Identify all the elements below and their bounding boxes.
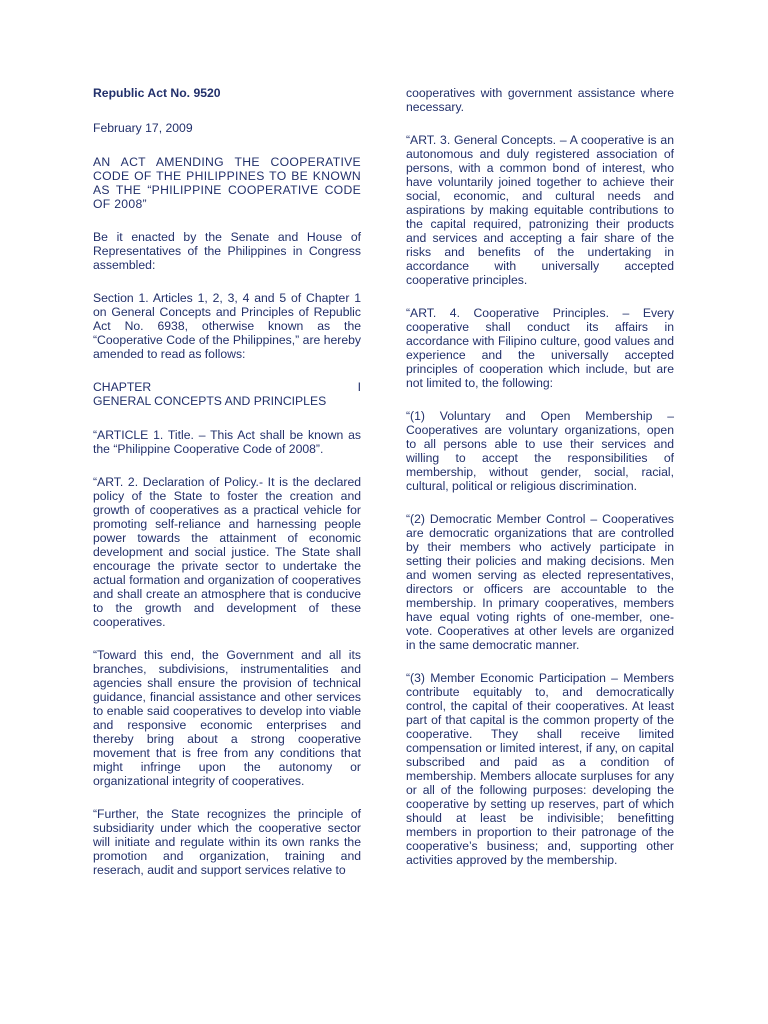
chapter-title: GENERAL CONCEPTS AND PRINCIPLES bbox=[93, 394, 327, 408]
act-title: AN ACT AMENDING THE COOPERATIVE CODE OF THE PHILIPPINES TO BE KNOWN AS THE “PHILIPPINE COOPERATIVE CODE OF 2008” bbox=[93, 155, 361, 211]
continuation-text: cooperatives with government assistance where necessary. bbox=[406, 86, 674, 114]
article-1: “ARTICLE 1. Title. – This Act shall be known as the “Philippine Cooperative Code of 2008”. bbox=[93, 428, 361, 456]
left-column bbox=[93, 86, 361, 896]
section-1: Section 1. Articles 1, 2, 3, 4 and 5 of Chapter 1 on General Concepts and Principles of Republic Act No. 6938, otherwise known as the “Cooperative Code of the Philippines,” are hereby amended to read as follows: bbox=[93, 291, 361, 361]
article-2: “ART. 2. Declaration of Policy.- It is the declared policy of the State to foster the creation and growth of cooperatives as a practical vehicle for promoting self-reliance and harnessing people power towards the attainment of economic development and social justice. The State shall encourage the private sector to undertake the actual formation and organization of cooperatives and shall create an atmosphere that is conducive to the growth and development of these cooperatives. bbox=[93, 475, 361, 629]
principle-1: “(1) Voluntary and Open Membership – Cooperatives are voluntary organizations, open to all persons able to use their services and willing to accept the responsibilities of membership, without gender, social, racial, cultural, political or religious discrimination. bbox=[406, 409, 674, 493]
article-2-paragraph-2: “Toward this end, the Government and all its branches, subdivisions, instrumentalities and agencies shall ensure the provision of technical guidance, financial assistance and other services to enable said cooperatives to develop into viable and responsive economic enterprises and thereby bring about a strong cooperative movement that is free from any conditions that might infringe upon the autonomy or organizational integrity of cooperatives. bbox=[93, 648, 361, 788]
chapter-heading bbox=[93, 380, 361, 408]
chapter-numeral: I bbox=[357, 380, 361, 394]
article-2-paragraph-3: “Further, the State recognizes the principle of subsidiarity under which the cooperative sector will initiate and regulate within its own ranks the promotion and organization, training and reserach, audit and support services relative to bbox=[93, 807, 361, 877]
act-number-heading: Republic Act No. 9520 bbox=[93, 86, 221, 100]
article-3: “ART. 3. General Concepts. – A cooperative is an autonomous and duly registered association of persons, with a common bond of interest, who have voluntarily joined together to achieve their social, economic, and cultural needs and aspirations by making equitable contributions to the capital required, patronizing their products and services and accepting a fair share of the risks and benefits of the undertaking in accordance with universally accepted cooperative principles. bbox=[406, 133, 674, 287]
article-4: “ART. 4. Cooperative Principles. – Every cooperative shall conduct its affairs in accordance with Filipino culture, good values and experience and the universally accepted principles of cooperation which include, but are not limited to, the following: bbox=[406, 306, 674, 390]
chapter-label: CHAPTER bbox=[93, 380, 152, 394]
principle-3: “(3) Member Economic Participation – Members contribute equitably to, and democratically control, the capital of their cooperatives. At least part of that capital is the common property of the cooperative. They shall receive limited compensation or limited interest, if any, on capital subscribed and paid as a condition of membership. Members allocate surpluses for any or all of the following purposes: developing the cooperative by setting up reserves, part of which should at least be indivisible; benefitting members in proportion to their patronage of the cooperative’s business; and, supporting other activities approved by the membership. bbox=[406, 671, 674, 867]
enacting-clause: Be it enacted by the Senate and House of Representatives of the Philippines in Congress assembled: bbox=[93, 230, 361, 272]
act-date: February 17, 2009 bbox=[93, 121, 193, 135]
right-column bbox=[406, 86, 674, 886]
principle-2: “(2) Democratic Member Control – Cooperatives are democratic organizations that are controlled by their members who actively participate in setting their policies and making decisions. Men and women serving as elected representatives, directors or officers are accountable to the membership. In primary cooperatives, members have equal voting rights of one-member, one-vote. Cooperatives at other levels are organized in the same democratic manner. bbox=[406, 512, 674, 652]
